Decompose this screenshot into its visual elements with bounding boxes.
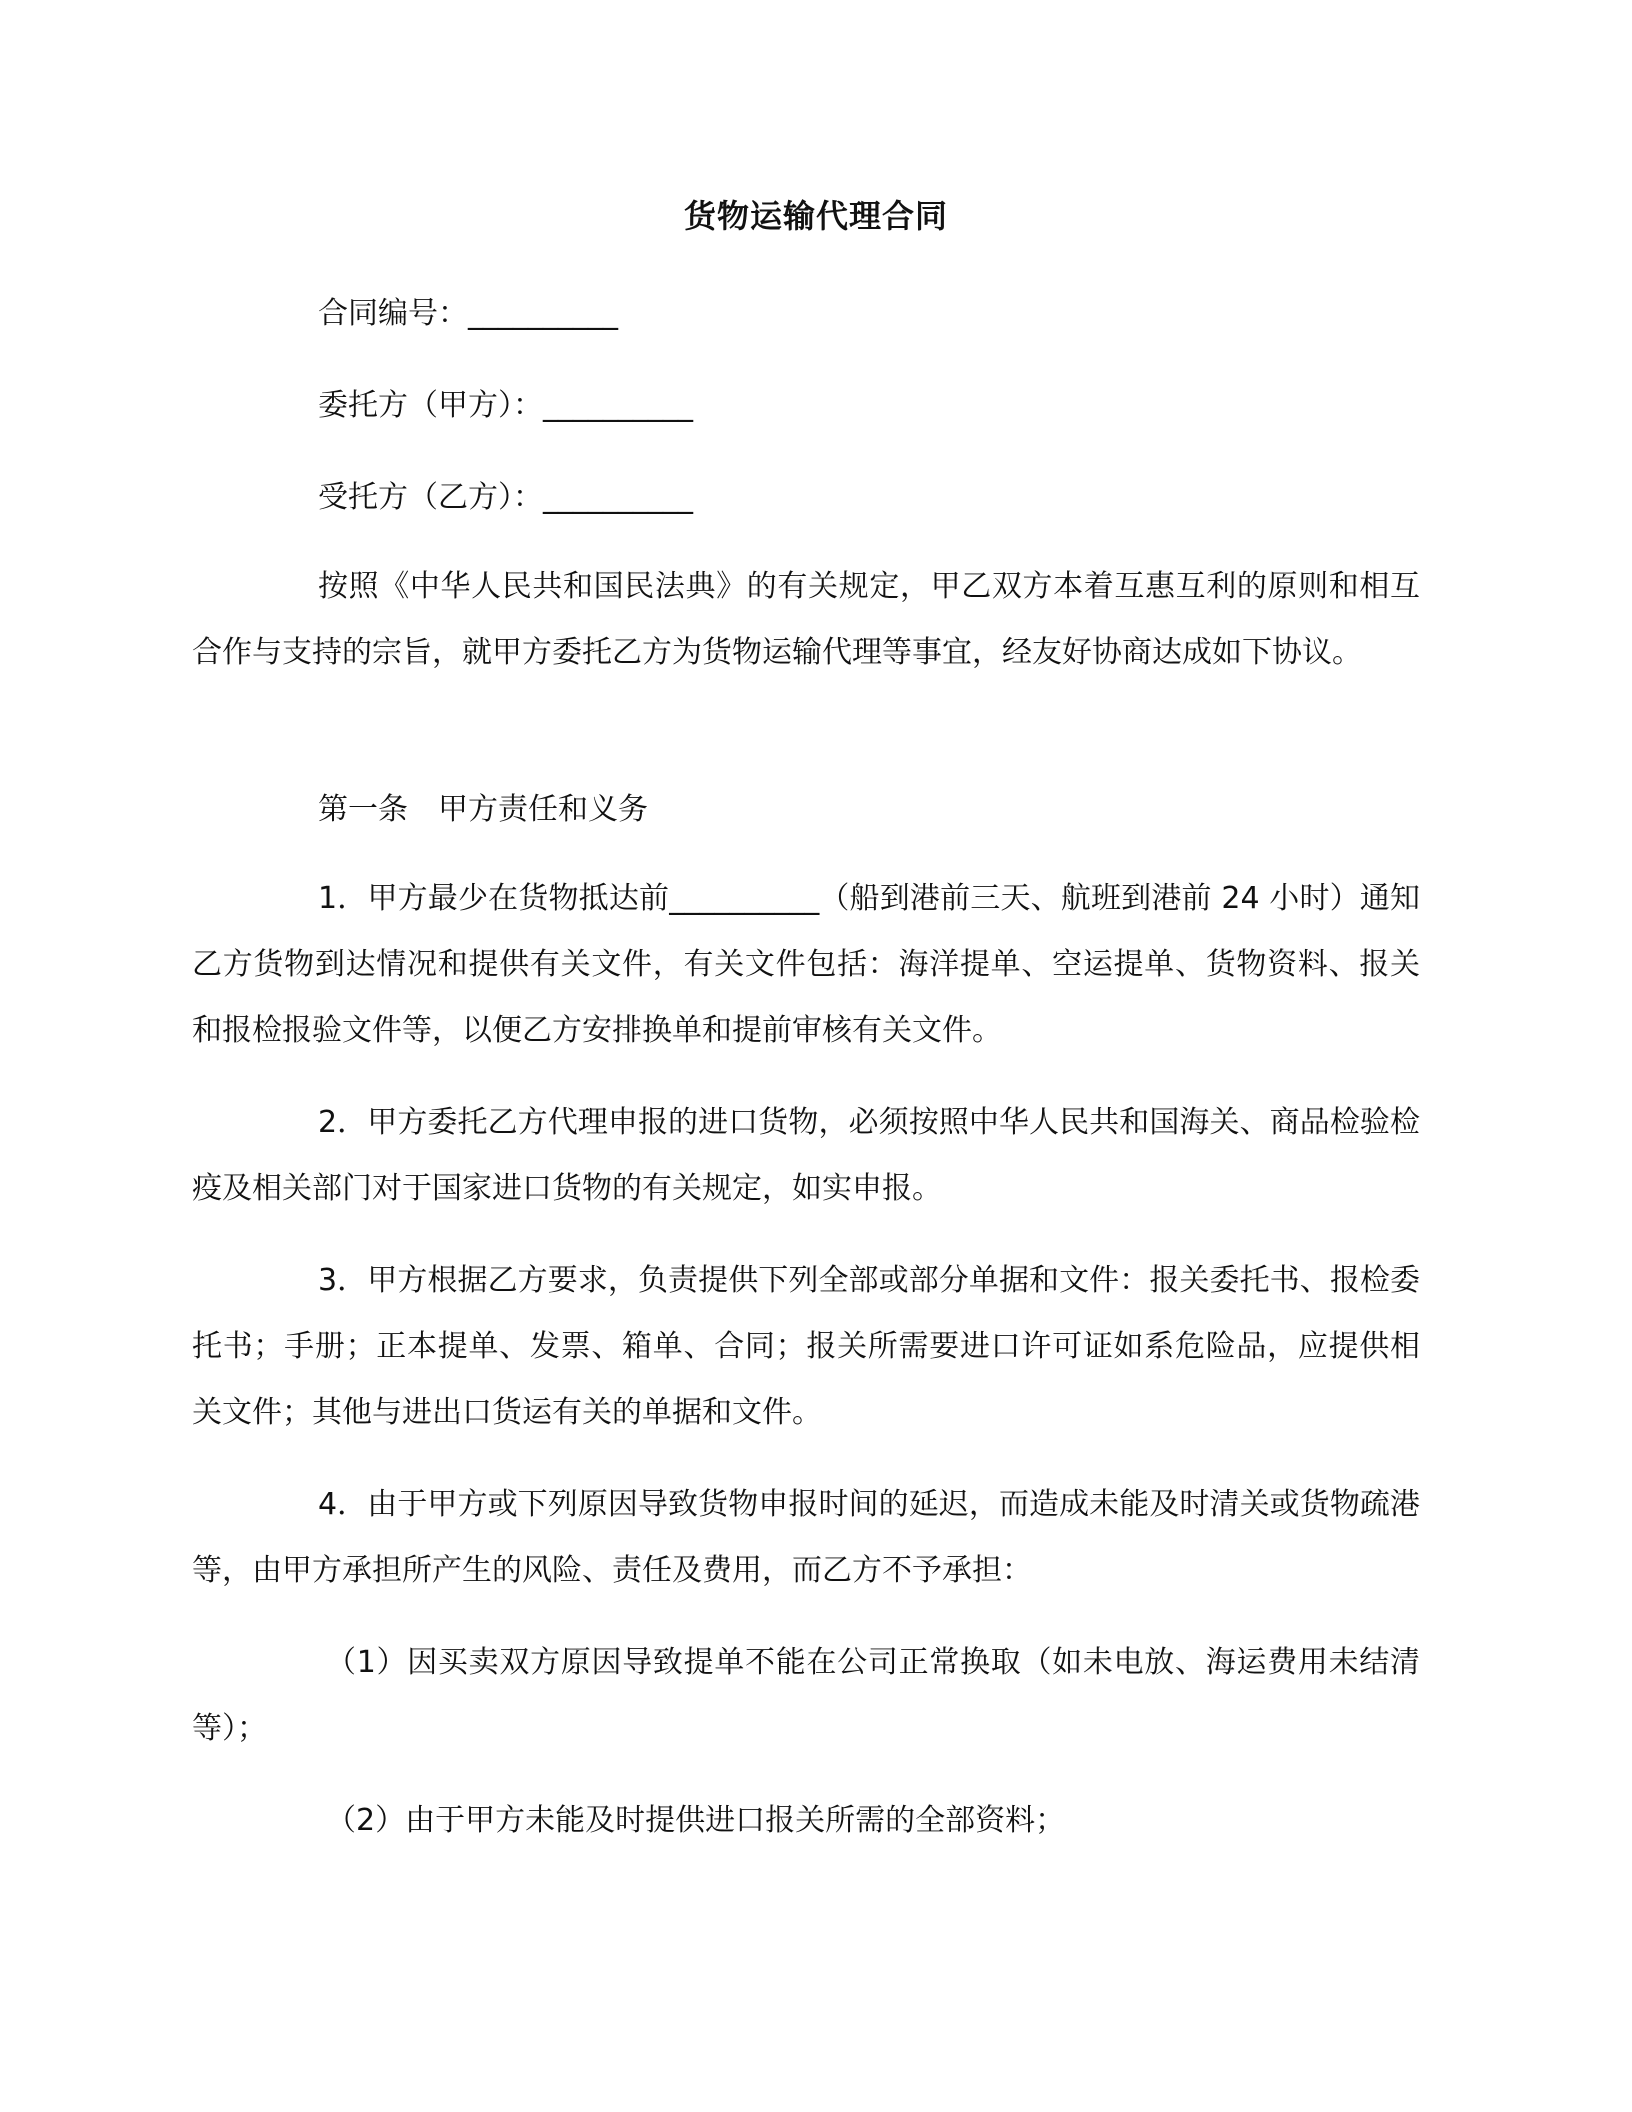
- clause-1: 1．甲方最少在货物抵达前__________（船到港前三天、航班到港前 24 小时）通知乙方货物到达情况和提供有关文件，有关文件包括：海洋提单、空运提单、货物资料、报关和报检报验文件等，以便乙方安排换单和提前审核有关文件。: [192, 881, 1420, 1048]
- article-1-heading: 第一条 甲方责任和义务: [318, 792, 648, 827]
- document-title: 货物运输代理合同: [683, 197, 948, 235]
- party-b-field: 受托方（乙方）：__________: [318, 480, 693, 515]
- clause-4-sub-item-2: （2）由于甲方未能及时提供进口报关所需的全部资料；: [326, 1803, 1066, 1838]
- clause-2: 2．甲方委托乙方代理申报的进口货物，必须按照中华人民共和国海关、商品检验检疫及相关部门对于国家进口货物的有关规定，如实申报。: [192, 1105, 1420, 1206]
- clause-3: 3．甲方根据乙方要求，负责提供下列全部或部分单据和文件：报关委托书、报检委托书；手册；正本提单、发票、箱单、合同；报关所需要进口许可证如系危险品，应提供相关文件；其他与进出口货运有关的单据和文件。: [192, 1263, 1420, 1430]
- clause-4: 4．由于甲方或下列原因导致货物申报时间的延迟，而造成未能及时清关或货物疏港等，由甲方承担所产生的风险、责任及费用，而乙方不予承担：: [192, 1487, 1420, 1588]
- clause-4-sub-item-1: （1）因买卖双方原因导致提单不能在公司正常换取（如未电放、海运费用未结清等）；: [192, 1645, 1420, 1746]
- preamble-paragraph: 按照《中华人民共和国民法典》的有关规定，甲乙双方本着互惠互利的原则和相互合作与支持的宗旨，就甲方委托乙方为货物运输代理等事宜，经友好协商达成如下协议。: [192, 569, 1420, 670]
- contract-number-field: 合同编号：__________: [318, 296, 618, 331]
- party-a-field: 委托方（甲方）：__________: [318, 388, 693, 423]
